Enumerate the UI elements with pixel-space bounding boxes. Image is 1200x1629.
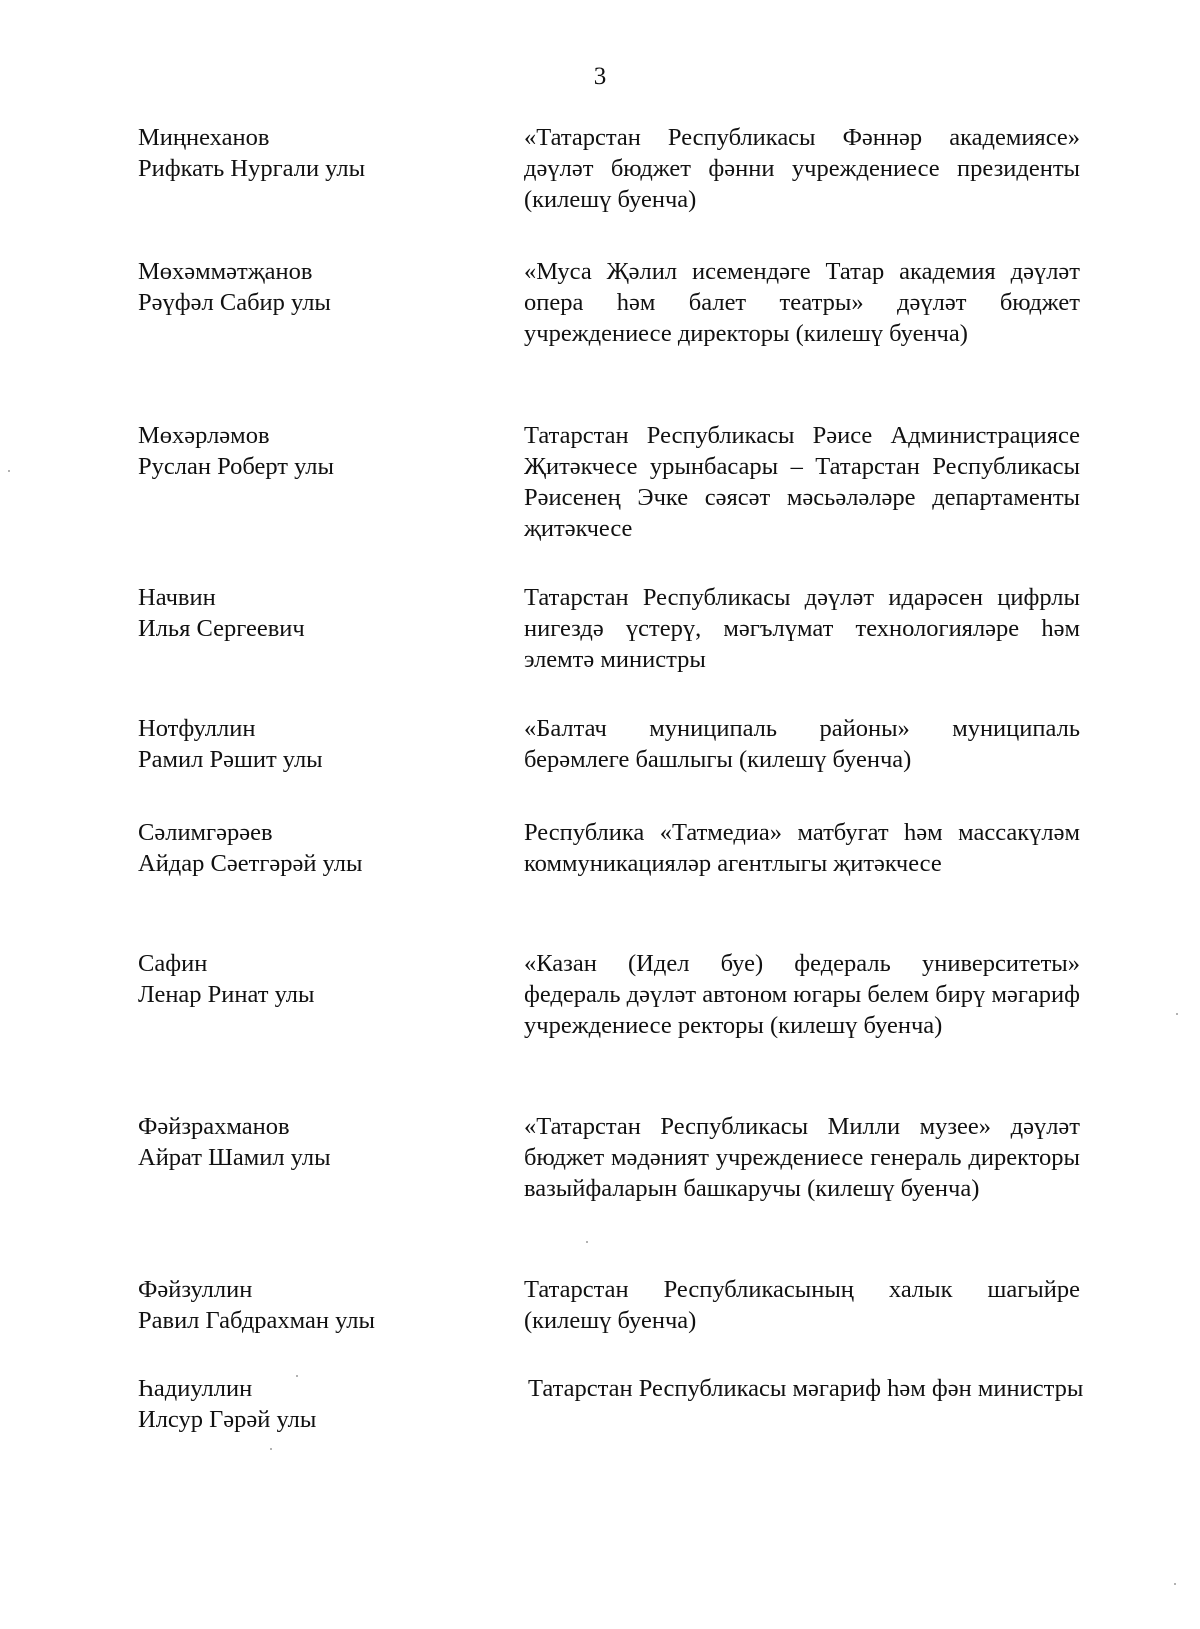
member-surname: Сәлимгәрәев: [138, 819, 273, 846]
member-position: «Муса Җәлил исемендәге Татар академия дәүләт опера һәм балет театры» дәүләт бюджет учреждениесе директоры (килешү буенча): [524, 258, 1080, 347]
member-name: [138, 1111, 498, 1173]
member-name: [138, 1274, 498, 1336]
member-position: Татарстан Республикасы Рәисе Администрациясе Җитәкчесе урынбасары – Татарстан Республикасы Рәисенең Эчке сәясәт мәсьәләләре департаменты җитәкчесе: [524, 422, 1080, 542]
scan-speck: [270, 1448, 272, 1450]
member-position: Татарстан Республикасы мәгариф һәм фән министры: [528, 1375, 1084, 1402]
member-position: «Татарстан Республикасы Фәннәр академиясе» дәүләт бюджет фәнни учреждениесе президенты (килешү буенча): [524, 124, 1080, 213]
member-name: [138, 582, 498, 644]
member-given-name: Равил Габдрахман улы: [138, 1307, 375, 1334]
member-given-name: Айдар Сәетгәрәй улы: [138, 850, 363, 877]
member-given-name: Рәүфәл Сабир улы: [138, 289, 331, 316]
scan-speck: [8, 470, 10, 472]
member-given-name: Руслан Роберт улы: [138, 453, 334, 480]
scan-speck: [296, 1375, 298, 1377]
member-name: [138, 1373, 498, 1435]
member-surname: Сафин: [138, 950, 208, 977]
member-given-name: Айрат Шамил улы: [138, 1144, 331, 1171]
member-name: [138, 122, 498, 184]
member-position: «Балтач муниципаль районы» муниципаль берәмлеге башлыгы (килешү буенча): [524, 715, 1080, 773]
member-name: [138, 420, 498, 482]
member-surname: Миңнеханов: [138, 124, 270, 151]
member-name: [138, 817, 498, 879]
member-surname: Фәйзуллин: [138, 1276, 253, 1303]
member-given-name: Илья Сергеевич: [138, 615, 305, 642]
scan-speck: [586, 1241, 588, 1243]
member-given-name: Рифкать Нургали улы: [138, 155, 366, 182]
member-surname: Мөхәрләмов: [138, 422, 270, 449]
member-position: Республика «Татмедиа» матбугат һәм массакүләм коммуникацияләр агентлыгы җитәкчесе: [524, 819, 1080, 877]
scan-speck: [1176, 1013, 1178, 1015]
member-surname: Мөхәммәтҗанов: [138, 258, 313, 285]
page-number: 3: [593, 63, 607, 90]
member-surname: Һадиуллин: [138, 1375, 253, 1402]
member-given-name: Рамил Рәшит улы: [138, 746, 323, 773]
member-name: [138, 948, 498, 1010]
member-position: «Казан (Идел буе) федераль университеты» федераль дәүләт автоном югары белем бирү мәгариф учреждениесе ректоры (килешү буенча): [524, 950, 1080, 1039]
member-position: Татарстан Республикасының халык шагыйре (килешү буенча): [524, 1276, 1080, 1334]
member-position: Татарстан Республикасы дәүләт идарәсен цифрлы нигездә үстерү, мәгълүмат технологияләре һәм элемтә министры: [524, 584, 1080, 673]
member-given-name: Ленар Ринат улы: [138, 981, 315, 1008]
member-surname: Фәйзрахманов: [138, 1113, 290, 1140]
member-surname: Начвин: [138, 584, 216, 611]
scan-speck: [1174, 1583, 1176, 1585]
member-position: «Татарстан Республикасы Милли музее» дәүләт бюджет мәдәният учреждениесе генераль директоры вазыйфаларын башкаручы (килешү буенча): [524, 1113, 1080, 1202]
member-given-name: Илсур Гәрәй улы: [138, 1406, 317, 1433]
member-surname: Нотфуллин: [138, 715, 256, 742]
member-name: [138, 256, 498, 318]
member-name: [138, 713, 498, 775]
